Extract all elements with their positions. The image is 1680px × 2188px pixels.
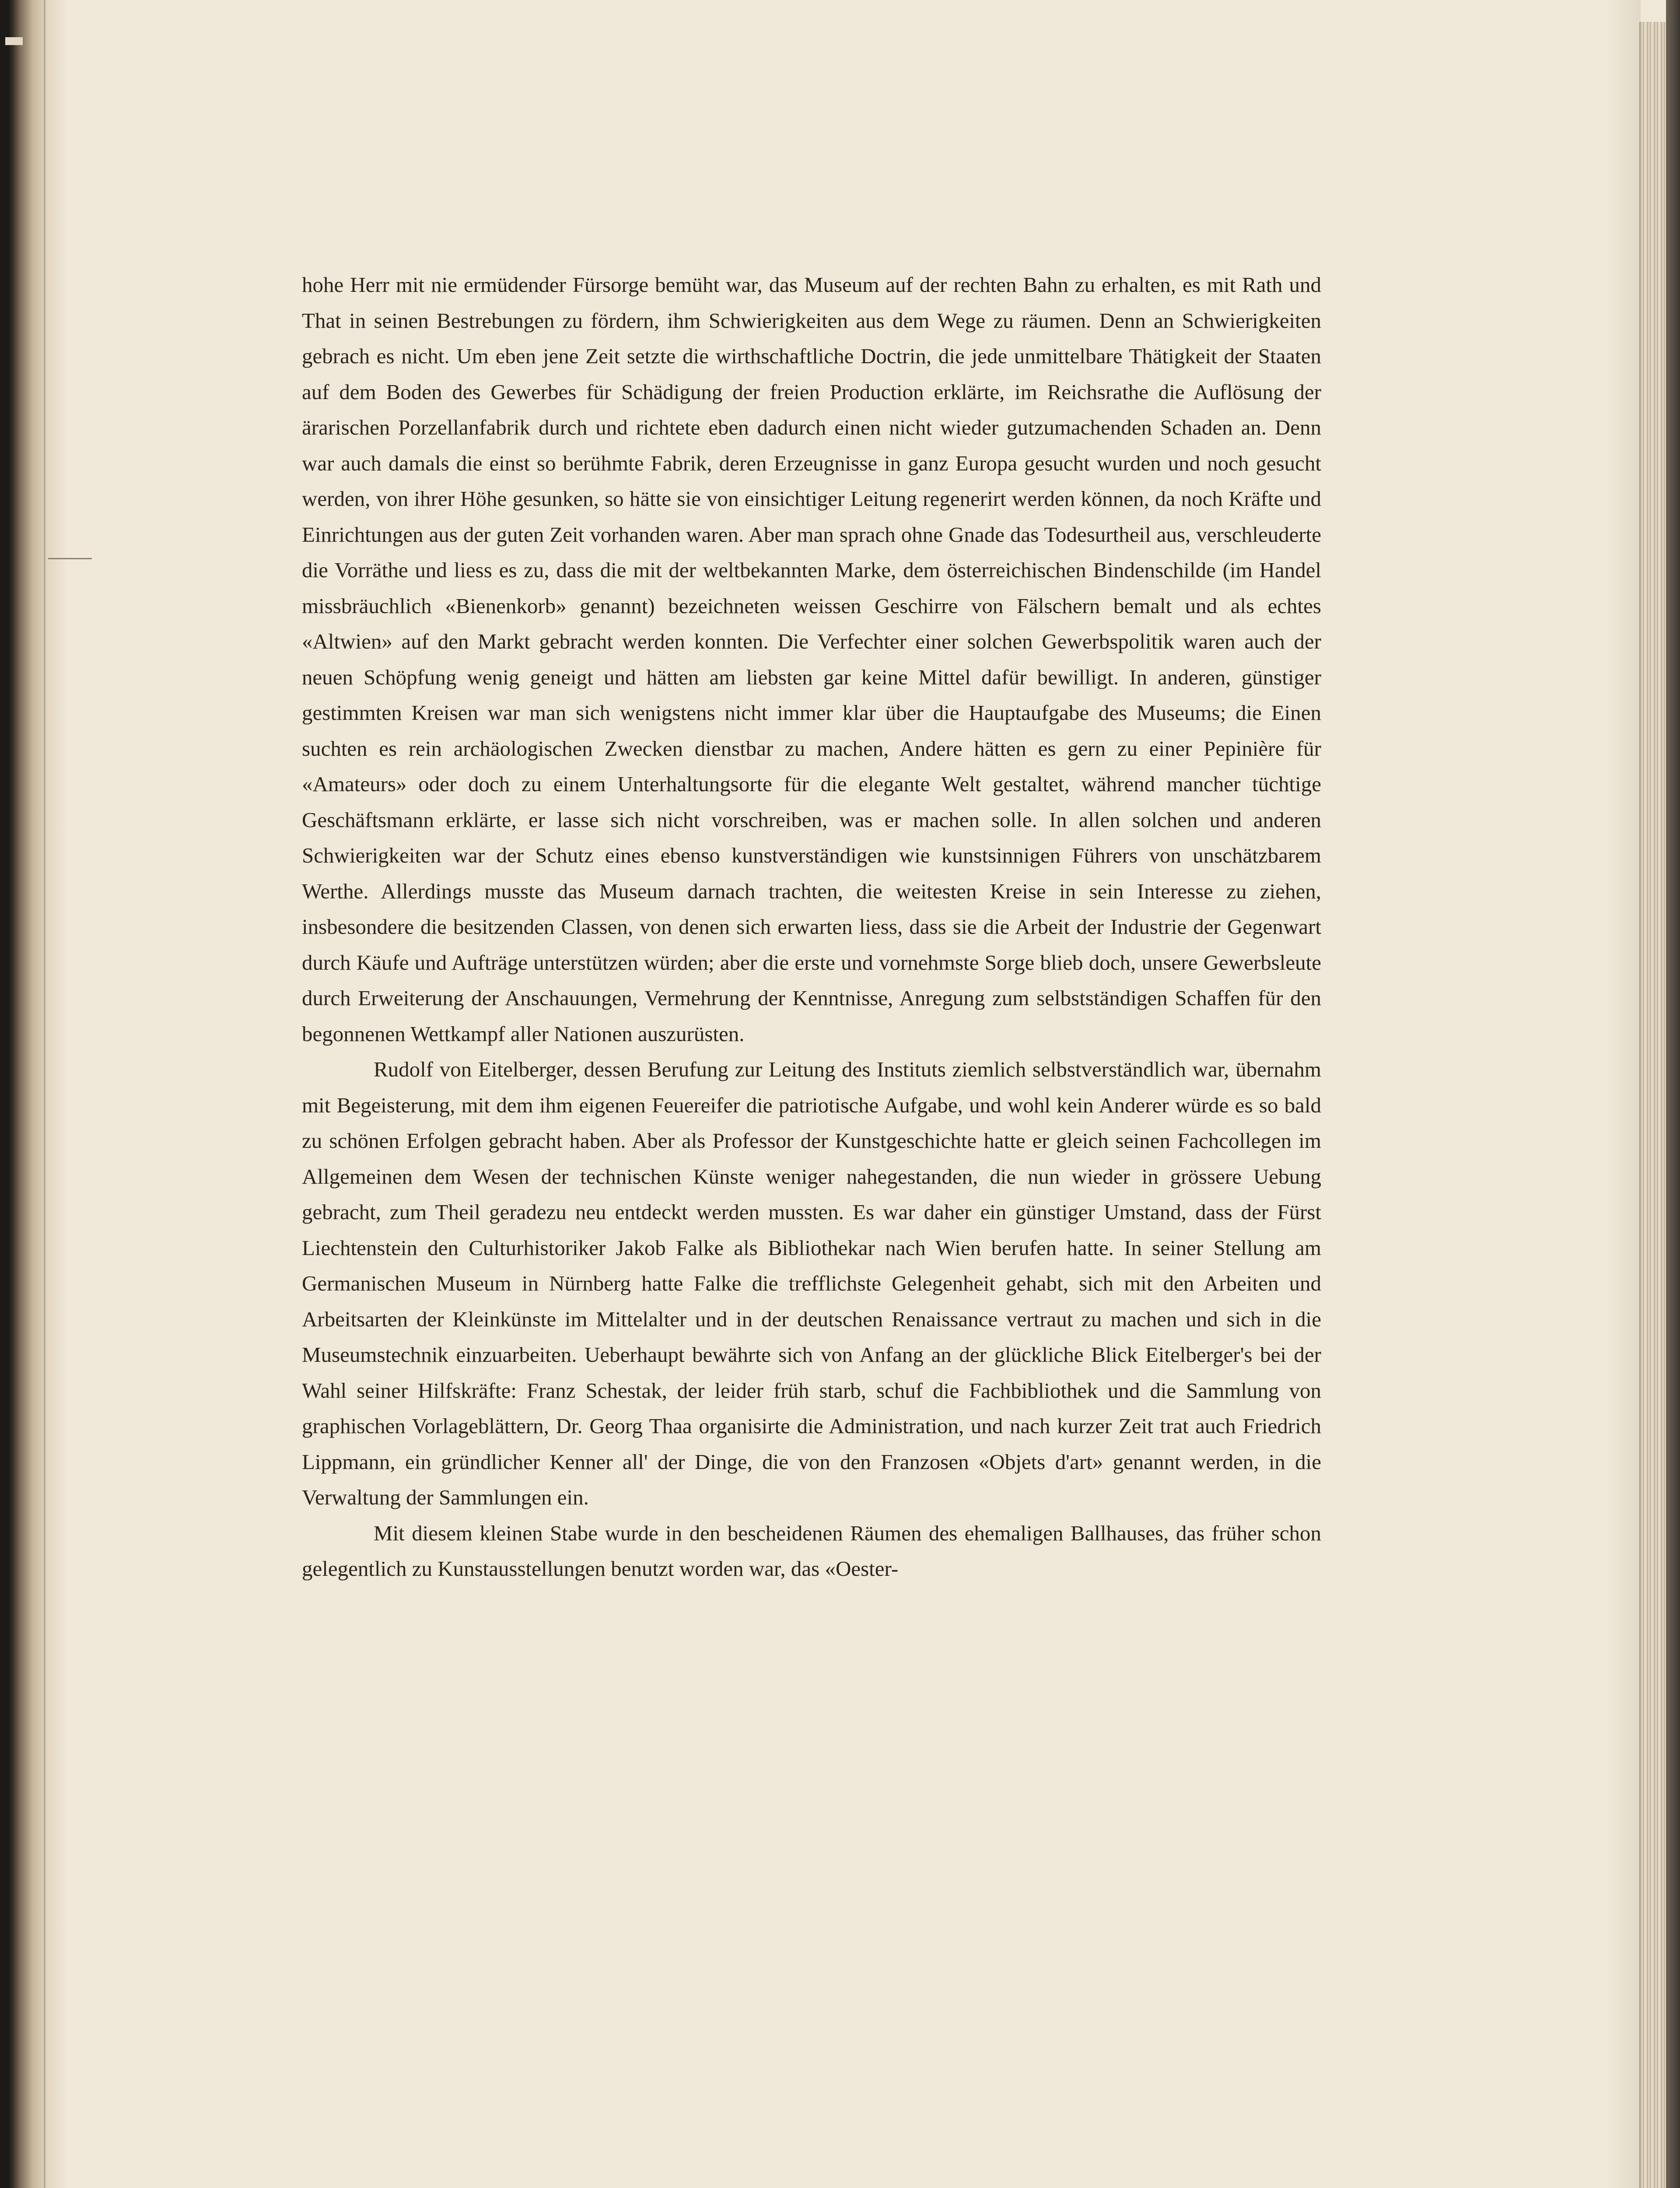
paragraph-1: hohe Herr mit nie ermüdender Fürsorge bemüht war, das Museum auf der rechten Bahn zu erhalten, es mit Rath und That in seinen Bestrebungen zu fördern, ihm Schwierigkeiten aus dem Wege zu räumen. Denn an Schwierigkeiten gebrach es nicht. Um eben jene Zeit setzte die wirthschaftliche Doctrin, die jede unmittelbare Thätigkeit der Staaten auf dem Boden des Gewerbes für Schädigung der freien Production erklärte, im Reichsrathe die Auflösung der ärarischen Porzellanfabrik durch und richtete eben dadurch einen nicht wieder gutzumachenden Schaden an. Denn war auch damals die einst so berühmte Fabrik, deren Erzeugnisse in ganz Europa gesucht wurden und noch gesucht werden, von ihrer Höhe gesunken, so hätte sie von einsichtiger Leitung regenerirt werden können, da noch Kräfte und Einrichtungen aus der guten Zeit vorhanden waren. Aber man sprach ohne Gnade das Todesurtheil aus, verschleuderte die Vorräthe und liess es zu, dass die mit der weltbekannten Marke, dem österreichischen Bindenschilde (im Handel missbräuchlich «Bienenkorb» genannt) bezeichneten weissen Geschirre von Fälschern bemalt und als echtes «Altwien» auf den Markt gebracht werden konnten. Die Verfechter einer solchen Gewerbspolitik waren auch der neuen Schöpfung wenig geneigt und hätten am liebsten gar keine Mittel dafür bewilligt. In anderen, günstiger gestimmten Kreisen war man sich wenigstens nicht immer klar über die Hauptaufgabe des Museums; die Einen suchten es rein archäologischen Zwecken dienstbar zu machen, Andere hätten es gern zu einer Pepinière für «Amateurs» oder doch zu einem Unterhaltungsorte für die elegante Welt gestaltet, während mancher tüchtige Geschäftsmann erklärte, er lasse sich nicht vorschreiben, was er machen solle. In allen solchen und anderen Schwierigkeiten war der Schutz eines ebenso kunstverständigen wie kunstsinnigen Führers von unschätzbarem Werthe. Allerdings musste das Museum darnach trachten, die weitesten Kreise in sein Interesse zu ziehen, insbesondere die besitzenden Classen, von denen sich erwarten liess, dass sie die Arbeit der Industrie der Gegenwart durch Käufe und Aufträge unterstützen würden; aber die erste und vornehmste Sorge blieb doch, unsere Gewerbsleute durch Erweiterung der Anschauungen, Vermehrung der Kenntnisse, Anregung zum selbstständigen Schaffen für den begonnenen Wettkampf aller Nationen auszurüsten. [302, 273, 1321, 1046]
paragraph-2: Rudolf von Eitelberger, dessen Berufung zur Leitung des Instituts ziemlich selbstverständlich war, übernahm mit Begeisterung, mit dem ihm eigenen Feuereifer die patriotische Aufgabe, und wohl kein Anderer würde es so bald zu schönen Erfolgen gebracht haben. Aber als Professor der Kunstgeschichte hatte er gleich seinen Fachcollegen im Allgemeinen dem Wesen der technischen Künste weniger nahegestanden, die nun wieder in grössere Uebung gebracht, zum Theil geradezu neu entdeckt werden mussten. Es war daher ein günstiger Umstand, dass der Fürst Liechtenstein den Culturhistoriker Jakob Falke als Bibliothekar nach Wien berufen hatte. In seiner Stellung am Germanischen Museum in Nürnberg hatte Falke die trefflichste Gelegenheit gehabt, sich mit den Arbeiten und Arbeitsarten der Kleinkünste im Mittelalter und in der deutschen Renaissance vertraut zu machen und sich in die Museumstechnik einzuarbeiten. Ueberhaupt bewährte sich von Anfang an der glückliche Blick Eitelberger's bei der Wahl seiner Hilfskräfte: Franz Schestak, der leider früh starb, schuf die Fachbibliothek und die Sammlung von graphischen Vorlageblättern, Dr. Georg Thaa organisirte die Administration, und nach kurzer Zeit trat auch Friedrich Lippmann, ein gründlicher Kenner all' der Dinge, die von den Franzosen «Objets d'art» genannt werden, in die Verwaltung der Sammlungen ein. [302, 1057, 1321, 1509]
page-edge-shadow [1606, 0, 1641, 2188]
margin-mark [48, 558, 92, 559]
body-text [302, 267, 1321, 1587]
book-gutter [0, 0, 66, 2188]
right-book-edge [1666, 0, 1680, 2188]
binding-stitch [5, 37, 23, 45]
paragraph-3: Mit diesem kleinen Stabe wurde in den bescheidenen Räumen des ehemaligen Ballhauses, das früher schon gelegentlich zu Kunstausstellungen benutzt worden war, das «Oester- [302, 1521, 1321, 1581]
gutter-fold-line [44, 0, 46, 2188]
